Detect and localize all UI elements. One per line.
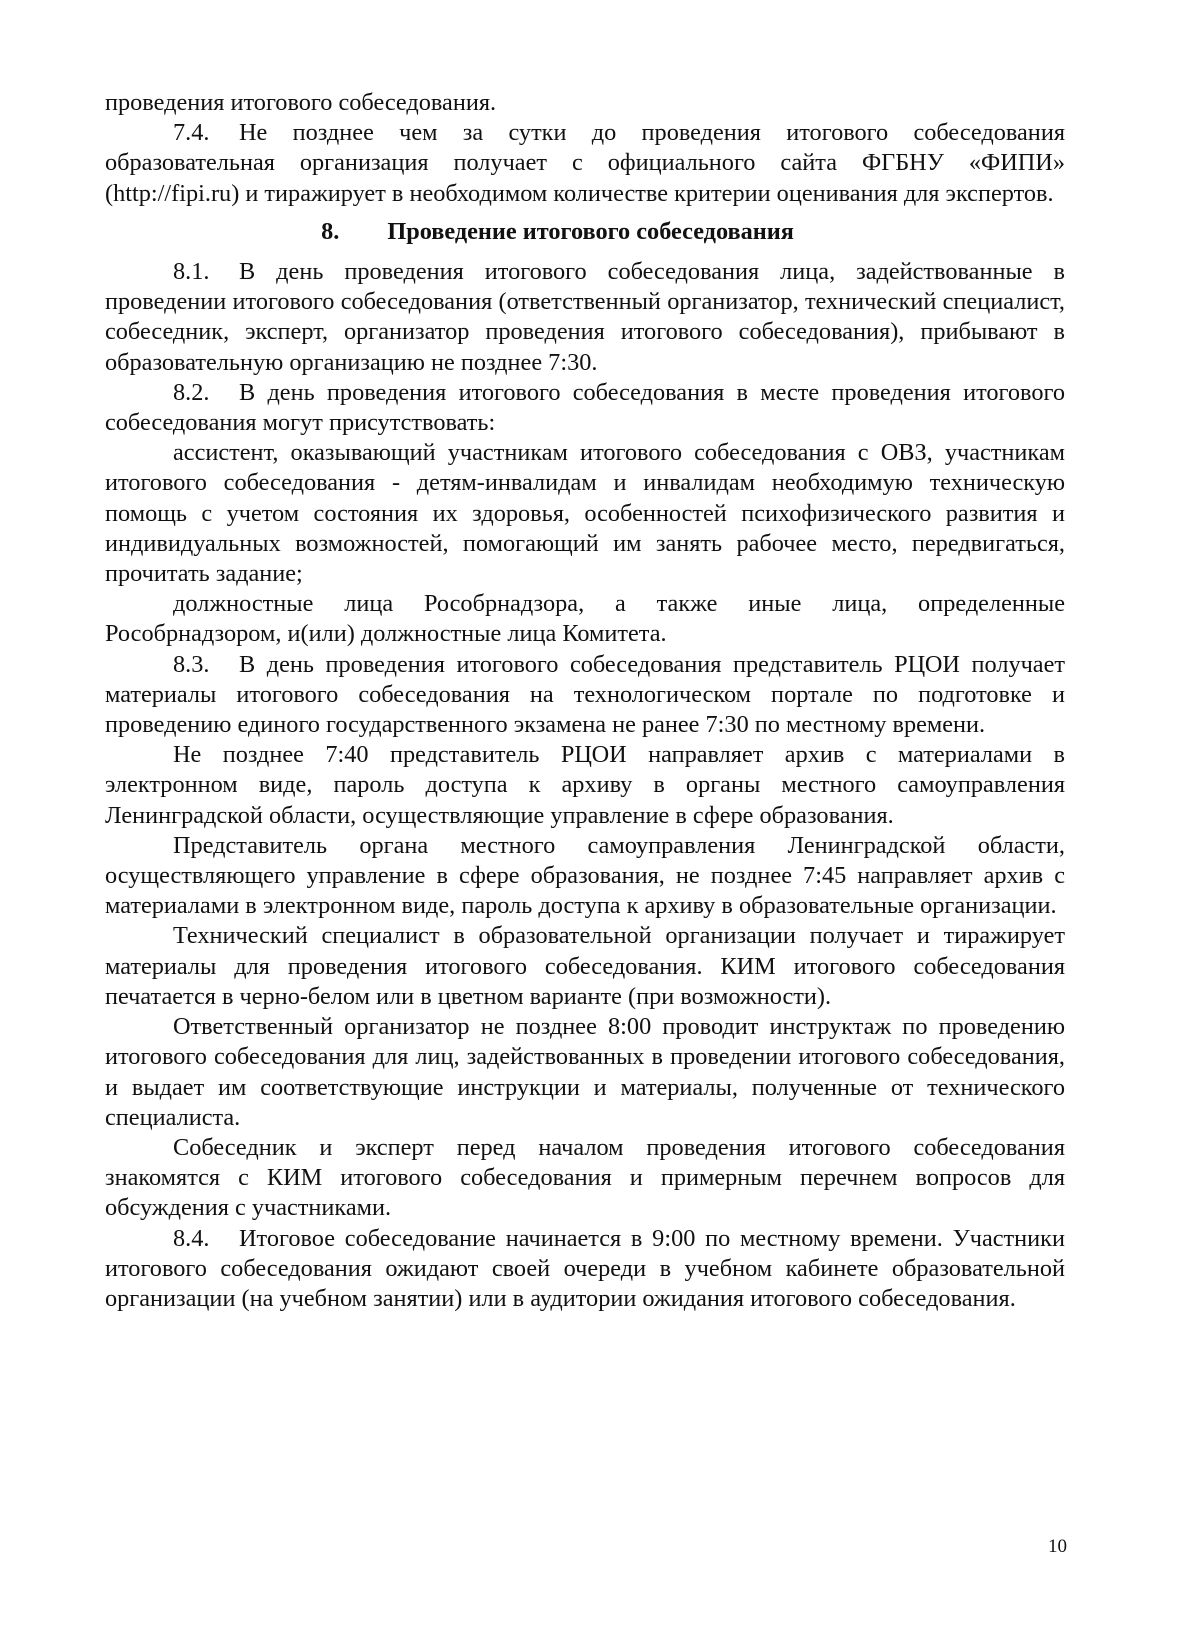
paragraph-8-2 [105, 378, 1065, 438]
paragraph-number: 7.4. [173, 119, 210, 147]
paragraph-text: Собеседник и эксперт перед началом проведения итогового собеседования знакомятся с КИМ итогового собеседования и примерным перечнем вопросов для обсуждения с участниками. [105, 1133, 1065, 1222]
paragraph-8-3 [105, 650, 1065, 741]
paragraph-text: проведения итогового собеседования. [105, 89, 497, 116]
section-number: 8. [321, 217, 340, 245]
paragraph-8-4 [105, 1224, 1065, 1315]
paragraph-text: Технический специалист в образовательной организации получает и тиражирует материалы для проведения итогового собеседования. КИМ итогового собеседования печатается в черно-белом или в цветном варианте (при возможности). [105, 922, 1065, 1010]
section-title: Проведение итогового собеседования [387, 217, 794, 245]
paragraph-text: Не позднее чем за сутки до проведения итогового собеседования образовательная организация получает с официального сайта ФГБНУ «ФИПИ» (http://fipi.ru) и тиражирует в необходимом количестве критерии оценивания для экспертов. [105, 119, 1065, 207]
paragraph-number: 8.2. [173, 378, 210, 406]
paragraph-assistant [105, 438, 1065, 589]
paragraph-8-1 [105, 257, 1065, 378]
paragraph-rcoi-archive [105, 740, 1065, 831]
paragraph-text: В день проведения итогового собеседования представитель РЦОИ получает материалы итогового собеседования на технологическом портале по подготовке и проведению единого государственного экзамена не ранее 7:30 по местному времени. [105, 650, 1065, 739]
section-heading [105, 217, 1065, 247]
paragraph-text: ассистент, оказывающий участникам итогового собеседования с ОВЗ, участникам итогового собеседования - детям-инвалидам и инвалидам необходимую техническую помощь с учетом состояния их здоровья, особенностей психофизического развития и индивидуальных возможностей, помогающий им занять рабочее место, передвигаться, прочитать задание; [105, 439, 1065, 588]
paragraph-number: 8.1. [173, 258, 210, 286]
paragraph-interlocutor-expert [105, 1133, 1065, 1224]
paragraph-continuation [105, 88, 1065, 118]
paragraph-briefing [105, 1012, 1065, 1133]
paragraph-text: В день проведения итогового собеседования в месте проведения итогового собеседования могут присутствовать: [105, 378, 1065, 437]
paragraph-technical-specialist [105, 921, 1065, 1012]
paragraph-officials [105, 589, 1065, 649]
paragraph-text: Ответственный организатор не позднее 8:00 проводит инструктаж по проведению итогового собеседования для лиц, задействованных в проведении итогового собеседования, и выдает им соответствующие инструкции и материалы, полученные от технического специалиста. [105, 1013, 1065, 1131]
paragraph-text: Итоговое собеседование начинается в 9:00 по местному времени. Участники итогового собеседования ожидают своей очереди в учебном кабинете образовательной организации (на учебном занятии) или в аудитории ожидания итогового собеседования. [105, 1224, 1065, 1312]
paragraph-number: 8.3. [173, 650, 210, 678]
paragraph-text: должностные лица Рособрнадзора, а также иные лица, определенные Рособрнадзором, и(или) должностные лица Комитета. [105, 590, 1065, 648]
paragraph-local-authority [105, 831, 1065, 922]
paragraph-7-4 [105, 118, 1065, 209]
paragraph-text: В день проведения итогового собеседования лица, задействованные в проведении итогового собеседования (ответственный организатор, технический специалист, собеседник, эксперт, организатор проведения итогового собеседования), прибывают в образовательную организацию не позднее 7:30. [105, 258, 1065, 376]
paragraph-number: 8.4. [173, 1224, 210, 1252]
paragraph-text: Не позднее 7:40 представитель РЦОИ направляет архив с материалами в электронном виде, пароль доступа к архиву в органы местного самоуправления Ленинградской области, осуществляющие управление в сфере образования. [105, 741, 1065, 829]
paragraph-text: Представитель органа местного самоуправления Ленинградской области, осуществляющего управление в сфере образования, не позднее 7:45 направляет архив с материалами в электронном виде, пароль доступа к архиву в образовательные организации. [105, 831, 1065, 920]
page-number: 10 [1048, 1536, 1067, 1557]
document-page [105, 88, 1065, 1314]
